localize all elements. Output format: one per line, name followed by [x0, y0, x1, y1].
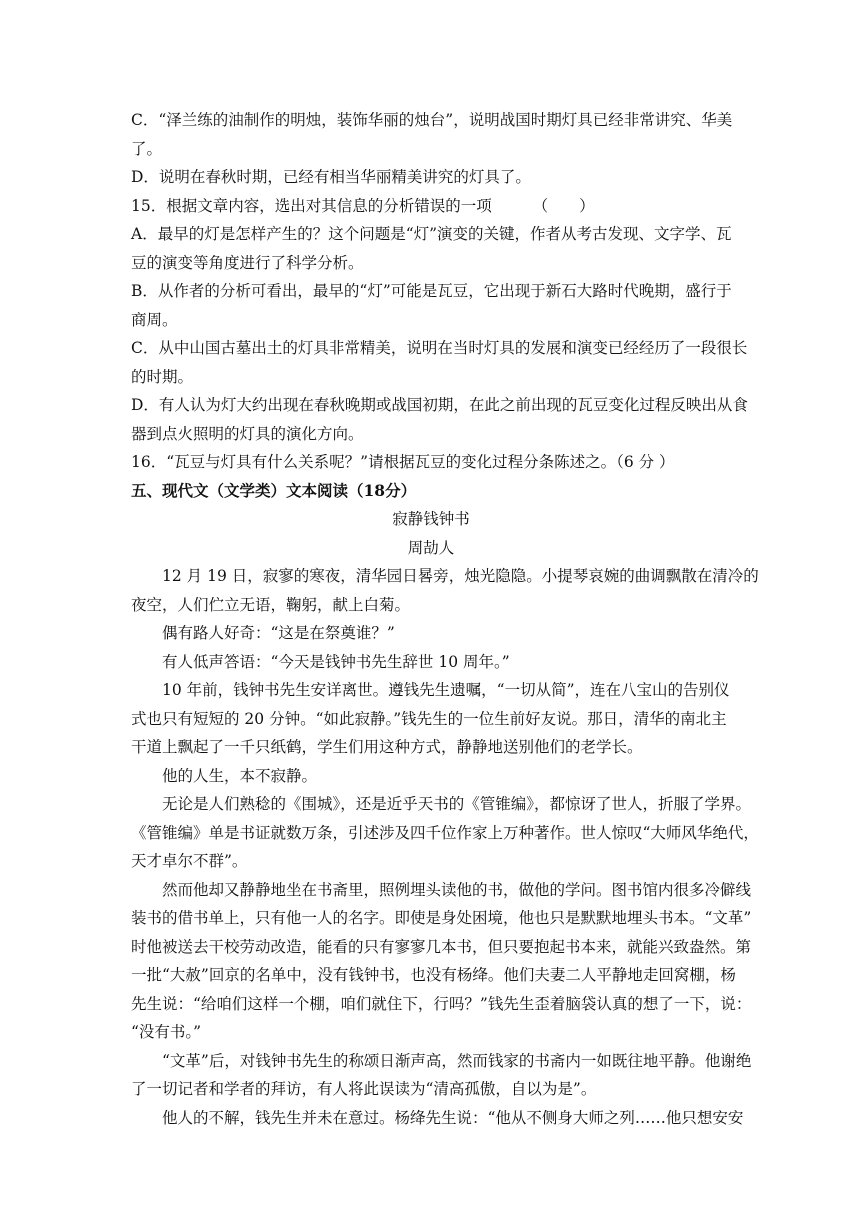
article-line: 天才卓尔不群”。 [131, 852, 248, 870]
article-line: 干道上飘起了一千只纸鹤，学生们用这种方式，静静地送别他们的老学长。 [131, 738, 643, 756]
q15-option-a-line1: A．最早的灯是怎样产生的？这个问题是“灯”演变的关键，作者从考古发现、文字学、瓦 [131, 225, 732, 243]
q16-stem: 16．“瓦豆与灯具有什么关系呢？”请根据瓦豆的变化过程分条陈述之。（6 分 ） [131, 453, 675, 471]
q15-option-a-line2: 豆的演变等角度进行了科学分析。 [131, 253, 364, 272]
article-line: 装书的借书单上，只有他一人的名字。即使是身处困境，他也只是默默地埋头书本。“文革” [131, 909, 752, 927]
article-line: 一批“大赦”回京的名单中，没有钱钟书，也没有杨绛。他们夫妻二人平静地走回窝棚，杨 [131, 966, 736, 984]
article-line: 无论是人们熟稔的《围城》，还是近乎天书的《管锥编》，都惊讶了世人，折服了学界。 [162, 795, 752, 813]
article-line: “文革”后，对钱钟书先生的称颂日渐声高，然而钱家的书斋内一如既往地平静。他谢绝 [162, 1051, 752, 1070]
q15-option-d-line2: 器到点火照明的灯具的演化方向。 [131, 424, 364, 443]
q14-option-d: D．说明在春秋时期，已经有相当华丽精美讲究的灯具了。 [131, 168, 531, 186]
q15-option-c-line2: 的时期。 [131, 367, 194, 386]
article-line: 《管锥编》单是书证就数万条，引述涉及四千位作家上万种著作。世人惊叹“大师风华绝代， [131, 823, 759, 842]
article-author: 周劼人 [407, 538, 455, 557]
article-line: 10 年前，钱钟书先生安详离世。遵钱先生遗嘱，“一切从简”，连在八宝山的告别仪 [162, 681, 730, 699]
page-content [131, 106, 759, 1132]
article-line: 夜空，人们伫立无语，鞠躬，献上白菊。 [131, 595, 411, 614]
q15-stem: 15．根据文章内容，选出对其信息的分析错误的一项 （ ） [131, 196, 595, 215]
article-line: 时他被送去干校劳动改造，能看的只有寥寥几本书，但只要抱起书本来，就能兴致盎然。第 [131, 937, 752, 956]
article-line: 他人的不解，钱先生并未在意过。杨绛先生说：“他从不侧身大师之列……他只想安安 [162, 1108, 744, 1127]
article-line: 了一切记者和学者的拜访，有人将此误读为“清高孤傲，自以为是”。 [131, 1080, 597, 1098]
article-line: 然而他却又静静地坐在书斋里，照例埋头读他的书，做他的学问。图书馆内很多冷僻线 [162, 880, 752, 899]
article-title: 寂静钱钟书 [392, 510, 470, 528]
q15-option-b-line2: 商周。 [131, 310, 178, 329]
article-line: 先生说：“给咱们这样一个棚，咱们就住下，行吗？”钱先生歪着脑袋认真的想了一下，说： [131, 994, 752, 1013]
article-line: 他的人生，本不寂静。 [162, 766, 318, 785]
q15-option-d-line1: D．有人认为灯大约出现在春秋晚期或战国初期，在此之前出现的瓦豆变化过程反映出从食 [131, 396, 748, 414]
article-body [131, 562, 759, 1132]
q14-option-c-line2: 了。 [131, 139, 163, 158]
article-line: “没有书。” [131, 1023, 202, 1041]
q15-option-c-line1: C．从中山国古墓出土的灯具非常精美，说明在当时灯具的发展和演变已经经历了一段很长 [131, 339, 748, 357]
article-line: 12 月 19 日，寂寥的寒夜，清华园日晷旁，烛光隐隐。小提琴哀婉的曲调飘散在清冷的 [162, 567, 759, 585]
article-line: 有人低声答语：“今天是钱钟书先生辞世 10 周年。” [162, 652, 510, 671]
article-line: 偶有路人好奇：“这是在祭奠谁？” [162, 624, 395, 642]
q14-option-c-line1: C．“泽兰练的油制作的明烛，装饰华丽的烛台”，说明战国时期灯具已经非常讲究、华美 [131, 111, 733, 129]
section-heading: 五、现代文（文学类）文本阅读（18分） [131, 480, 417, 500]
article-line: 式也只有短短的 20 分钟。“如此寂静。”钱先生的一位生前好友说。那日，清华的南北主 [131, 709, 727, 728]
q15-option-b-line1: B．从作者的分析可看出，最早的“灯”可能是瓦豆，它出现于新石大路时代晚期，盛行于 [131, 282, 732, 300]
